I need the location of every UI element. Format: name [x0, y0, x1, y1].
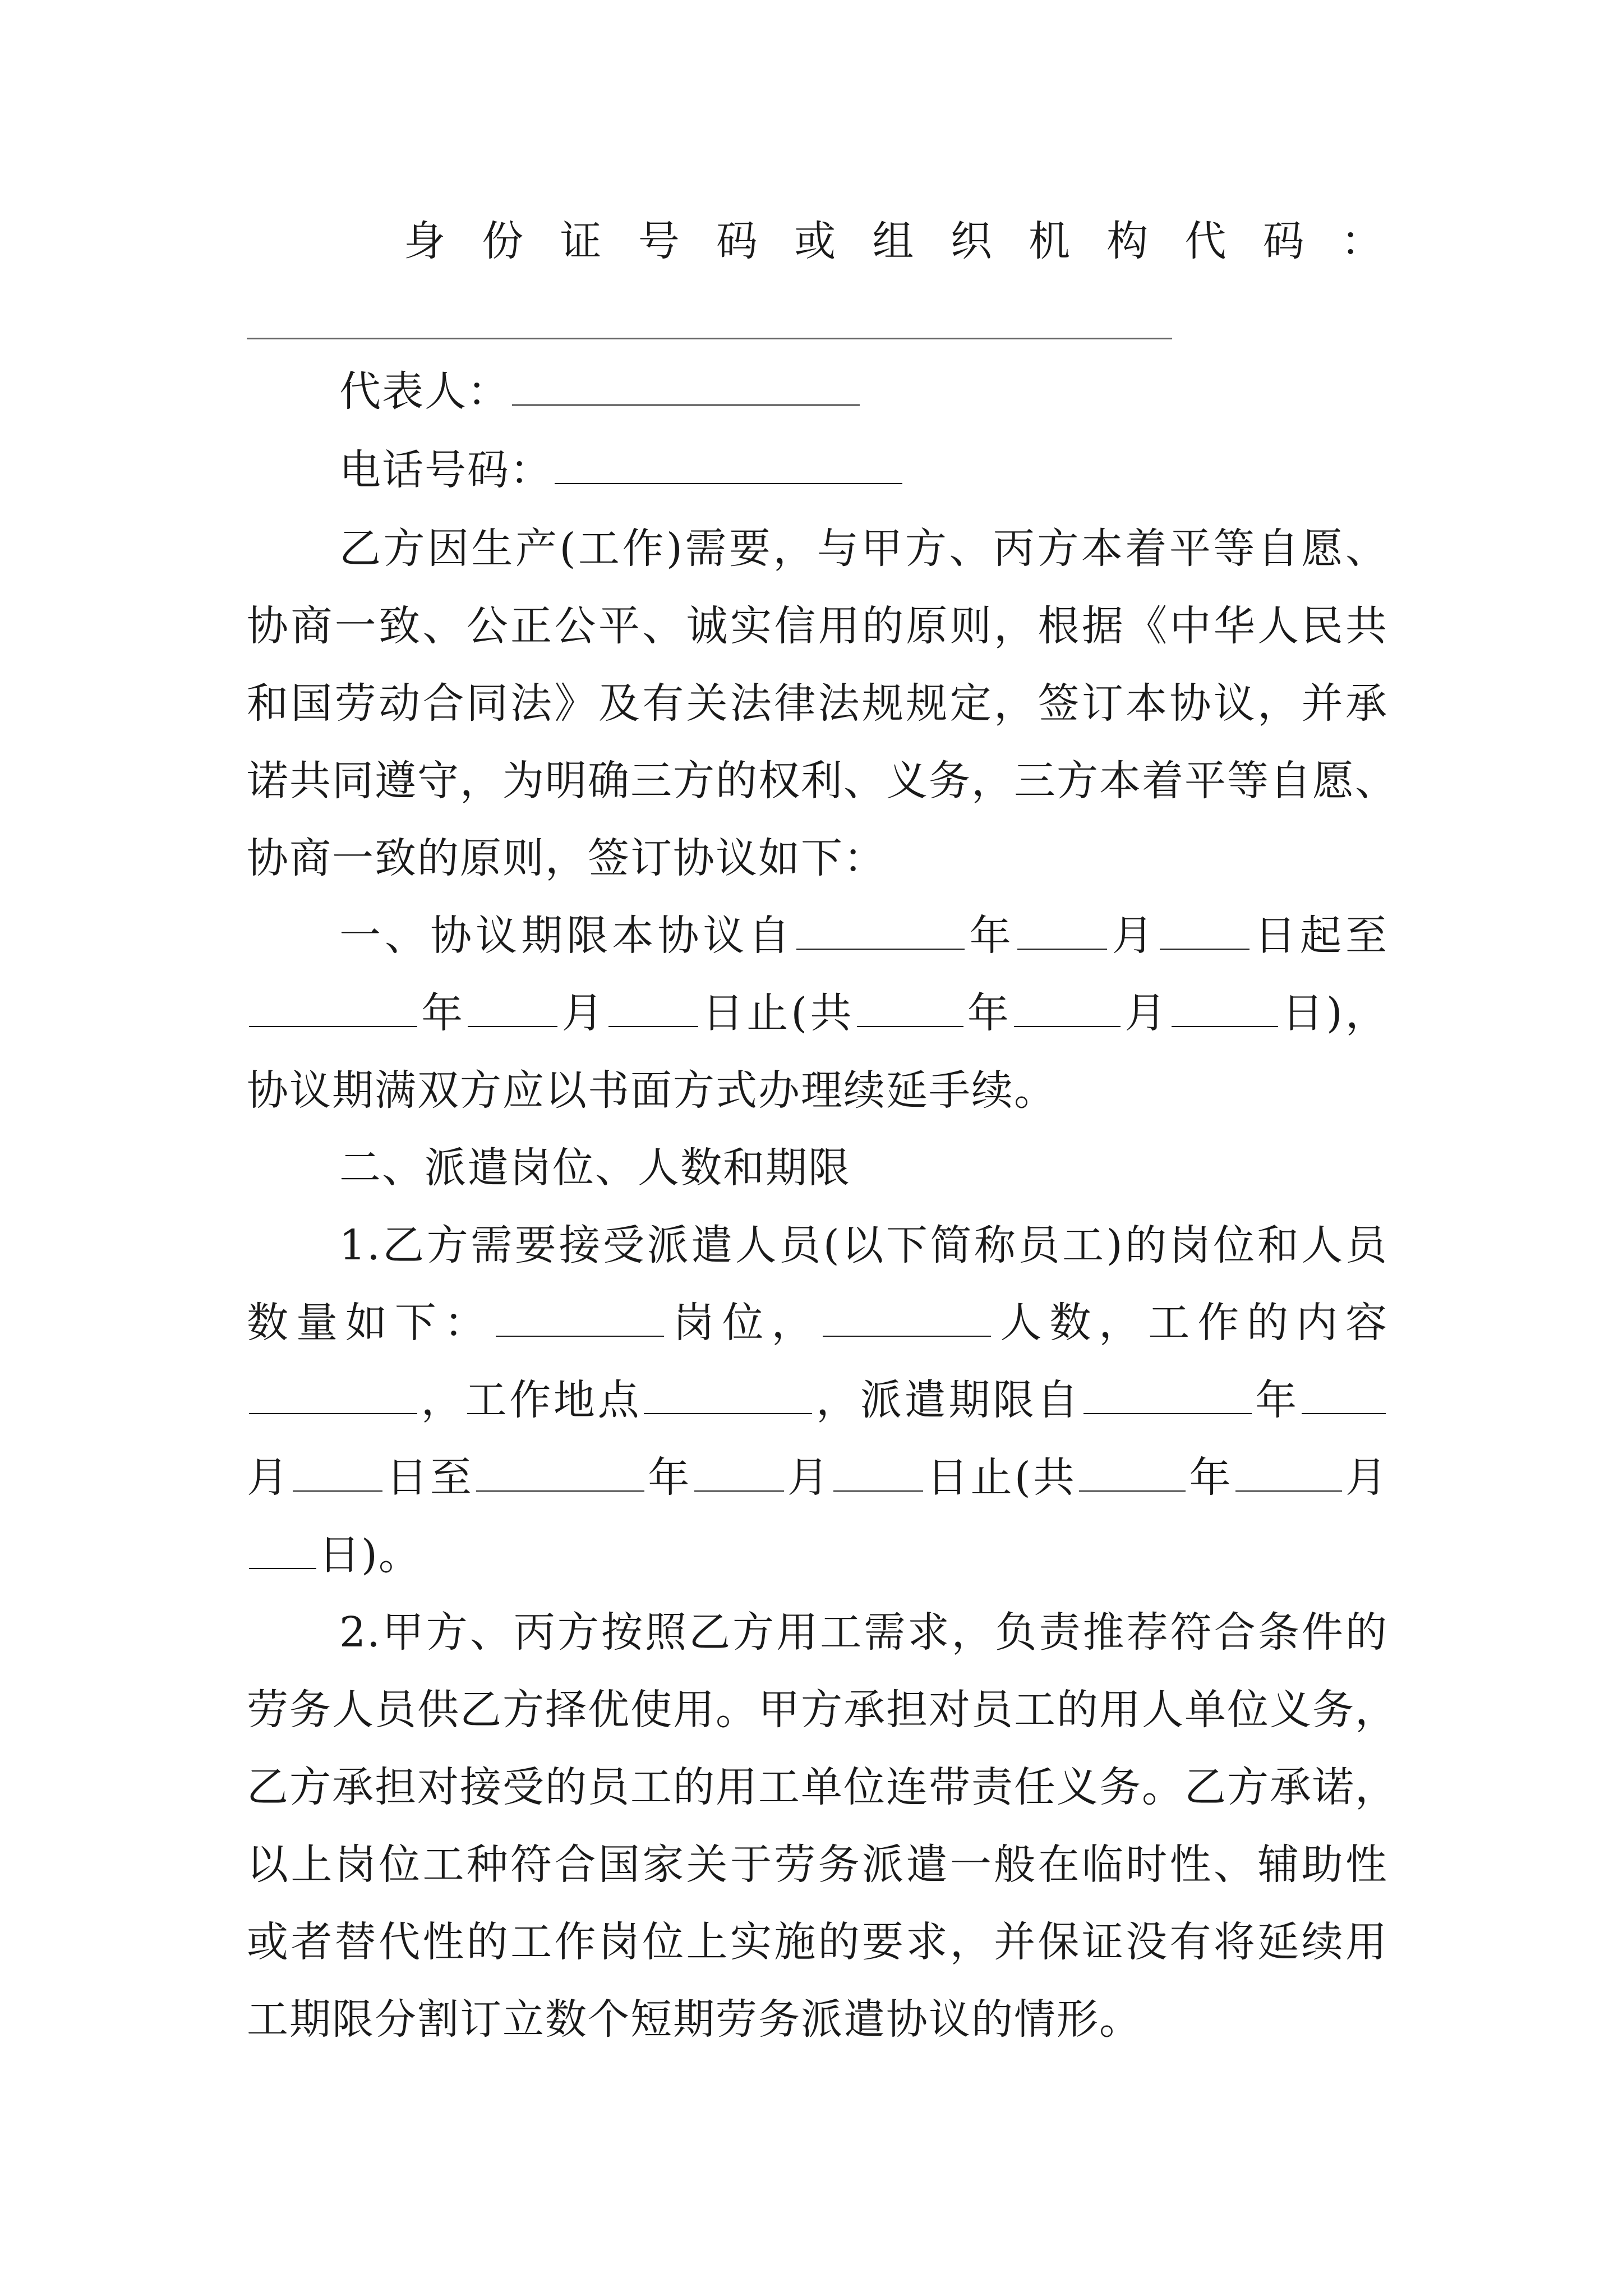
headcount-label: 人数，工作的内容 — [993, 1299, 1389, 1347]
id-number-blank — [247, 338, 1172, 339]
id-number-label: 身份证号码或组织机构代码： — [404, 217, 1382, 265]
dispatch-term-label: ，派遣期限自 — [814, 1376, 1081, 1424]
month-label: 月 — [786, 1453, 832, 1502]
paragraph-line: 1.乙方需要接受派遣人员(以下简称员工)的岗位和人员 — [339, 1221, 1388, 1269]
post-label: 岗位， — [666, 1299, 821, 1347]
section-title: 二、派遣岗位、人数和期限 — [339, 1144, 851, 1192]
paragraph-line: 工期限分割订立数个短期劳务派遣协议的情形。 — [247, 1995, 1142, 2044]
representative-row — [339, 364, 1388, 420]
day-total-label: 日)。 — [319, 1531, 421, 1579]
dispatch-total-row — [247, 1527, 1388, 1583]
year-label: 年 — [965, 989, 1012, 1037]
headcount-blank — [823, 1303, 991, 1337]
start-day-blank — [1160, 915, 1249, 950]
phone-blank — [555, 450, 902, 484]
paragraph-line: 协议期满双方应以书面方式办理续延手续。 — [247, 1066, 1057, 1115]
day-end-label: 日止(共 — [925, 1453, 1077, 1502]
total-year-blank — [857, 993, 963, 1027]
post-blank — [496, 1303, 664, 1337]
paragraph-line: 乙方因生产(工作)需要，与甲方、丙方本着平等自愿、 — [339, 524, 1388, 573]
end-year-blank — [249, 993, 417, 1027]
year-label: 年 — [419, 989, 466, 1037]
representative-blank — [512, 371, 860, 406]
dispatch-start-month-blank — [1302, 1380, 1386, 1414]
dispatch-total-day-blank — [249, 1535, 316, 1569]
phone-row — [339, 442, 1388, 498]
dispatch-end-year-blank — [476, 1457, 644, 1492]
term-end-row — [247, 985, 1388, 1041]
year-label: 年 — [1253, 1376, 1300, 1424]
day-end-label: 日止(共 — [700, 989, 855, 1037]
day-to-label: 日至 — [385, 1453, 474, 1502]
year-label: 年 — [966, 912, 1015, 960]
year-label: 年 — [1188, 1453, 1233, 1502]
location-label: ，工作地点 — [419, 1376, 642, 1424]
end-day-blank — [608, 993, 698, 1027]
day-total-label: 日)， — [1280, 989, 1388, 1037]
month-label: 月 — [560, 989, 606, 1037]
paragraph-line: 协商一致、公正公平、诚实信用的原则，根据《中华人民共 — [247, 602, 1388, 650]
dispatch-end-month-blank — [694, 1457, 784, 1492]
dispatch-total-year-blank — [1079, 1457, 1186, 1492]
paragraph-line: 或者替代性的工作岗位上实施的要求，并保证没有将延续用 — [247, 1918, 1388, 1966]
total-month-blank — [1014, 993, 1121, 1027]
post-row — [247, 1295, 1388, 1351]
representative-label: 代表人： — [339, 367, 510, 416]
month-label: 月 — [1123, 989, 1169, 1037]
paragraph-line: 2.甲方、丙方按照乙方用工需求，负责推荐符合条件的 — [339, 1608, 1388, 1657]
paragraph-line: 诺共同遵守，为明确三方的权利、义务，三方本着平等自愿、 — [247, 757, 1398, 805]
paragraph-line: 劳务人员供乙方择优使用。甲方承担对员工的用人单位义务， — [247, 1686, 1398, 1734]
paragraph-line: 和国劳动合同法》及有关法律法规规定，签订本协议，并承 — [247, 679, 1388, 728]
month-label: 月 — [1344, 1453, 1389, 1502]
paragraph-line: 乙方承担对接受的员工的用工单位连带责任义务。乙方承诺， — [247, 1763, 1398, 1811]
dispatch-end-day-blank — [833, 1457, 923, 1492]
paragraph-line: 协商一致的原则，签订协议如下： — [247, 834, 886, 882]
location-row — [247, 1372, 1388, 1428]
year-label: 年 — [647, 1453, 692, 1502]
dispatch-start-day-blank — [293, 1457, 382, 1492]
quantity-label: 数量如下： — [247, 1299, 494, 1347]
dispatch-row — [247, 1450, 1388, 1506]
end-month-blank — [468, 993, 557, 1027]
total-day-blank — [1172, 993, 1278, 1027]
term-row — [339, 908, 1388, 964]
dispatch-total-month-blank — [1235, 1457, 1342, 1492]
location-blank — [644, 1380, 812, 1414]
month-label: 月 — [1109, 912, 1158, 960]
term-label: 一、协议期限本协议自 — [339, 912, 794, 960]
start-year-blank — [796, 915, 965, 950]
month-label: 月 — [247, 1453, 291, 1502]
paragraph-line: 以上岗位工种符合国家关于劳务派遣一般在临时性、辅助性 — [247, 1841, 1388, 1889]
start-month-blank — [1017, 915, 1107, 950]
day-start-label: 日起至 — [1251, 912, 1389, 960]
dispatch-start-year-blank — [1083, 1380, 1252, 1414]
phone-label: 电话号码： — [339, 446, 552, 494]
content-blank — [249, 1380, 417, 1414]
